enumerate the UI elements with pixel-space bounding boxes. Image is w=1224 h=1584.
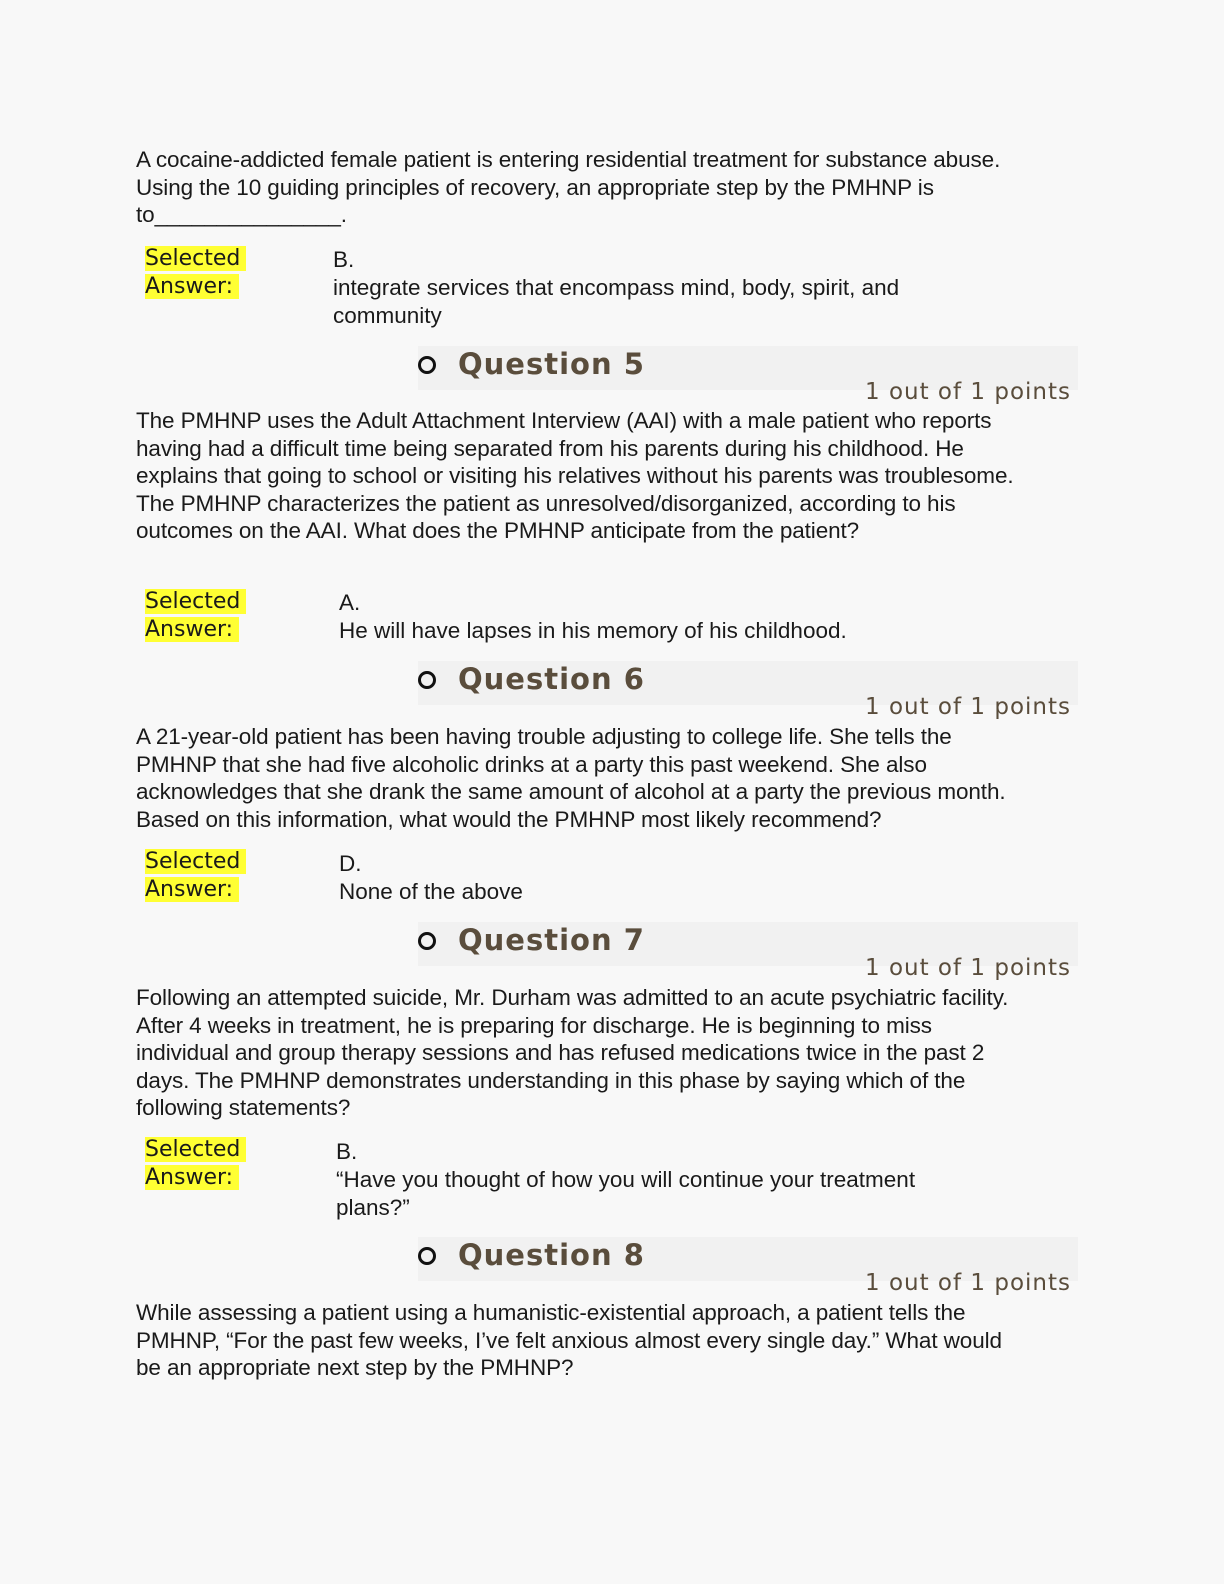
answer-text: “Have you thought of how you will continue your treatment plans?” bbox=[336, 1167, 916, 1220]
bullet-icon bbox=[418, 932, 436, 950]
selected-answer-label: Selected Answer: bbox=[145, 1136, 246, 1192]
question-8-prompt: While assessing a patient using a humanistic-existential approach, a patient tells the PMHNP, “For the past few weeks, I’ve felt anxious almost every single day.” What would be an appropriate next step by the PMHNP? bbox=[136, 1300, 1002, 1380]
answer-text: integrate services that encompass mind, body, spirit, and community bbox=[333, 275, 900, 328]
question-7-points: 1 out of 1 points bbox=[865, 955, 1071, 981]
answer-text: He will have lapses in his memory of his childhood. bbox=[339, 618, 847, 643]
bullet-icon bbox=[418, 356, 436, 374]
question-7-prompt: Following an attempted suicide, Mr. Durham was admitted to an acute psychiatric facility. After 4 weeks in treatment, he is preparing for discharge. He is beginning to miss individual and group therapy sessions and has refused medications twice in the past 2 days. The PMHNP demonstrates understanding in this phase by saying which of the following statements? bbox=[136, 985, 1009, 1120]
question-6-points: 1 out of 1 points bbox=[865, 694, 1071, 720]
selected-answer-label: Selected Answer: bbox=[145, 245, 246, 301]
answer-letter: B. bbox=[333, 247, 355, 272]
question-6-prompt: A 21-year-old patient has been having trouble adjusting to college life. She tells the PMHNP that she had five alcoholic drinks at a party this past weekend. She also acknowledges that she drank the same amount of alcohol at a party the previous month. Based on this information, what would the PMHNP most likely recommend? bbox=[136, 724, 1006, 832]
selected-answer-label: Selected Answer: bbox=[145, 848, 246, 904]
answer-text: None of the above bbox=[339, 879, 523, 904]
question-4-prompt: A cocaine-addicted female patient is entering residential treatment for substance abuse. Using the 10 guiding principles of recovery, an appropriate step by the PMHNP is to_______________. bbox=[136, 147, 1001, 227]
question-8-points: 1 out of 1 points bbox=[865, 1270, 1071, 1296]
question-title: Question 6 bbox=[458, 662, 645, 696]
answer-letter: A. bbox=[339, 590, 361, 615]
bullet-icon bbox=[418, 671, 436, 689]
question-title: Question 7 bbox=[458, 923, 645, 957]
selected-answer-label: Selected Answer: bbox=[145, 588, 246, 644]
question-title: Question 8 bbox=[458, 1238, 645, 1272]
question-6-answer bbox=[339, 850, 979, 906]
question-5-points: 1 out of 1 points bbox=[865, 379, 1071, 405]
answer-letter: B. bbox=[336, 1139, 358, 1164]
question-title: Question 5 bbox=[458, 347, 645, 381]
answer-letter: D. bbox=[339, 851, 362, 876]
bullet-icon bbox=[418, 1247, 436, 1265]
question-4-answer bbox=[333, 246, 973, 330]
question-7-answer bbox=[336, 1138, 976, 1222]
question-5-answer bbox=[339, 589, 979, 645]
question-5-prompt: The PMHNP uses the Adult Attachment Interview (AAI) with a male patient who reports having had a difficult time being separated from his parents during his childhood. He explains that going to school or visiting his relatives without his parents was troublesome. The PMHNP characterizes the patient as unresolved/disorganized, according to his outcomes on the AAI. What does the PMHNP anticipate from the patient? bbox=[136, 408, 1014, 543]
